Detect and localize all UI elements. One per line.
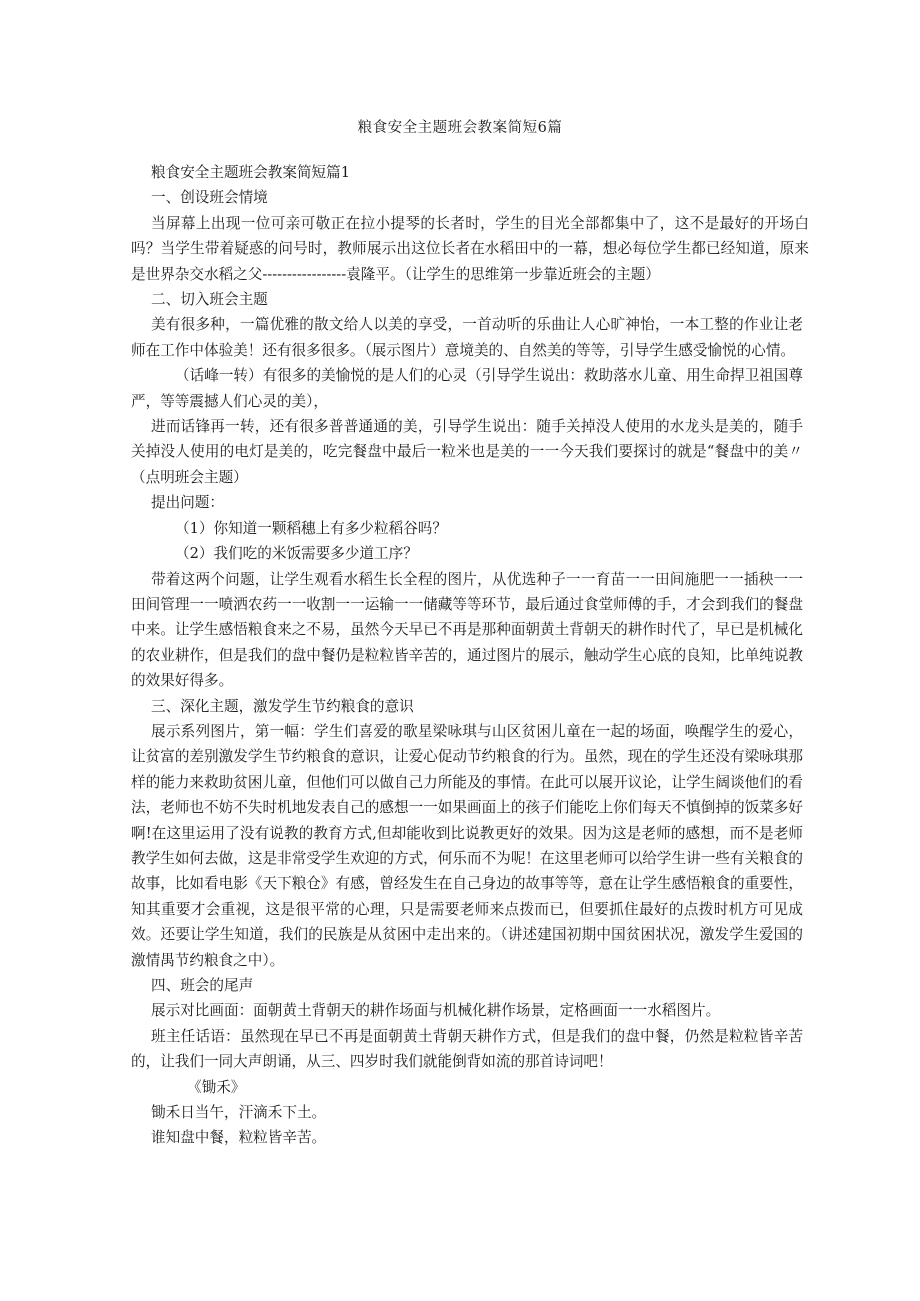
heading-1: 一、创设班会情境	[151, 189, 268, 207]
poem-title: 《锄禾》	[187, 1078, 246, 1096]
paragraph-plate-beauty: 进而话锋再一转，还有很多普普通通的美，引导学生说出：随手关掉没人使用的水龙头是美的，随手关掉没人使用的电灯是美的，吃完餐盘中最后一粒米也是美的一一今天我们要探讨的就是“餐盘中的美〃（点明班会主题）	[131, 418, 803, 486]
poem-line-2: 谁知盘中餐，粒粒皆辛苦。	[151, 1129, 327, 1147]
paragraph-rice-process: 带着这两个问题，让学生观看水稻生长全程的图片，从优选种子一一育苗一一田间施肥一一插秧一一田间管理一一喷洒农药一一收割一一运输一一储藏等等环节，最后通过食堂师傅的手，才会到我们的餐盘中来。让学生感悟粮食来之不易，虽然今天早已不再是那种面朝黄土背朝天的耕作时代了，早已是机械化的农业耕作，但是我们的盘中餐仍是粒粒皆辛苦的，通过图片的展示，触动学生心底的良知，比单纯说教的效果好得多。	[131, 570, 803, 690]
heading-2: 二、切入班会主题	[151, 291, 268, 309]
heading-4: 四、班会的尾声	[151, 977, 254, 994]
section-title: 粮食安全主题班会教案简短篇1	[151, 164, 351, 181]
questions-label: 提出问题：	[151, 494, 224, 512]
paragraph-turn: （话峰一转）有很多的美愉悦的是人们的心灵（引导学生说出：救助落水儿童、用生命捍卫祖国尊严，等等震撼人们心灵的美），	[131, 367, 803, 410]
document-title: 粮食安全主题班会教案简短6篇	[357, 120, 563, 136]
paragraph-contrast: 展示对比画面：面朝黄土背朝天的耕作场面与机械化耕作场景，定格画面一一水稻图片。	[151, 1002, 721, 1020]
paragraph-beauty: 美有很多种，一篇优雅的散文给人以美的享受，一首动听的乐曲让人心旷神怡，一本工整的作业让老师在工作中体验美！还有很多很多。（展示图片）意境美的、自然美的等等，引导学生感受愉悦的心情。	[131, 316, 803, 359]
poem-line-1: 锄禾日当午，汗滴禾下土。	[151, 1104, 327, 1122]
question-2: （2）我们吃的米饭需要多少道工序？	[175, 545, 418, 563]
question-1: （1）你知道一颗稻穗上有多少粒稻谷吗？	[175, 519, 447, 537]
paragraph-intro: 当屏幕上出现一位可亲可敬正在拉小提琴的长者时，学生的目光全部都集中了，这不是最好的开场白吗？当学生带着疑惑的问号时，教师展示出这位长者在水稻田中的一幕，想必每位学生都已经知道，原来是世界杂交水稻之父-----------------袁隆平。（让学生的思维第一步靠近班会的主题）	[131, 214, 809, 283]
document-body	[131, 160, 809, 1151]
paragraph-teacher-words: 班主任话语：虽然现在早已不再是面朝黄土背朝天耕作方式，但是我们的盘中餐，仍然是粒粒皆辛苦的，让我们一同大声朗诵，从三、四岁时我们就能倒背如流的那首诗词吧！	[131, 1027, 803, 1071]
heading-3: 三、深化主题，激发学生节约粮食的意识	[151, 697, 414, 715]
paragraph-images: 展示系列图片，第一幅：学生们喜爱的歌星梁咏琪与山区贫困儿童在一起的场面，唤醒学生的爱心，让贫富的差别激发学生节约粮食的意识，让爱心促动节约粮食的行为。虽然，现在的学生还没有梁咏琪那样的能力来救助贫困儿童，但他们可以做自己力所能及的事情。在此可以展开议论，让学生阔谈他们的看法，老师也不妨不失时机地发表自己的感想一一如果画面上的孩子们能吃上你们每天不慎倒掉的饭菜多好啊!在这里运用了没有说教的教育方式,但却能收到比说教更好的效果。因为这是老师的感想，而不是老师教学生如何去做，这是非常受学生欢迎的方式，何乐而不为呢！在这里老师可以给学生讲一些有关粮食的故事，比如看电影《天下粮仓》有感，曾经发生在自己身边的故事等等，意在让学生感悟粮食的重要性，知其重要才会重视，这是很平常的心理，只是需要老师来点拨而已，但要抓住最好的点拨时机方可见成效。还要让学生知道，我们的民族是从贫困中走出来的。（讲述建国初期中国贫困状况，激发学生爱国的激情禺节约粮食之中）。	[131, 722, 803, 969]
